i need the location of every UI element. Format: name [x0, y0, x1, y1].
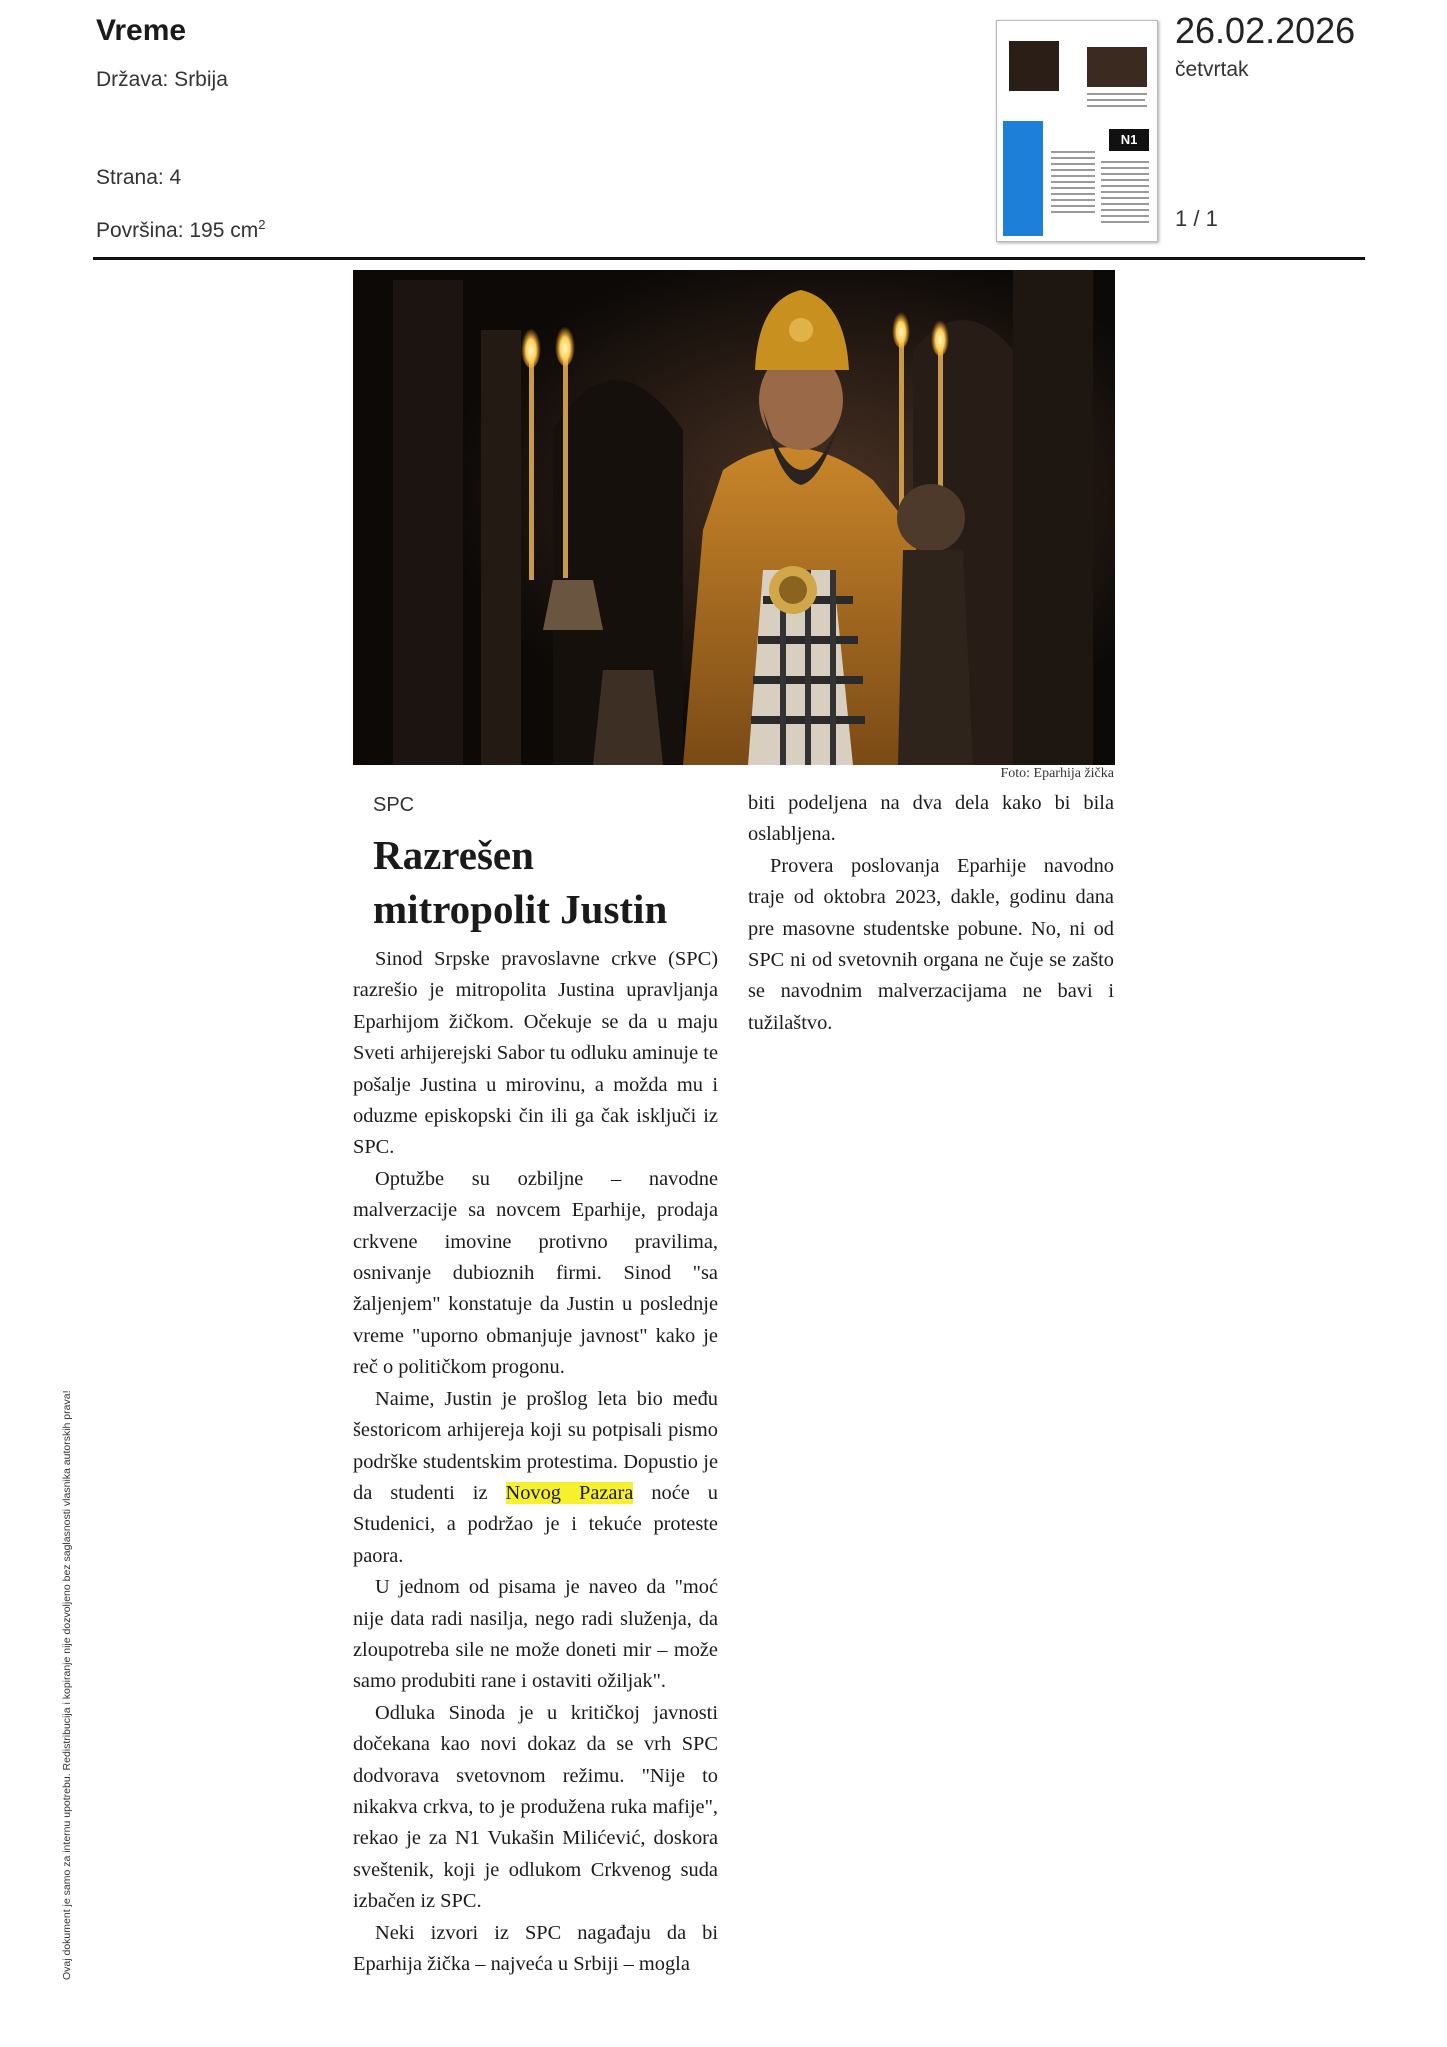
page-label: Strana: 4 [96, 166, 182, 189]
country-label: Država: Srbija [96, 68, 228, 91]
thumbnail-photo-secondary [1087, 47, 1147, 87]
paragraph: U jednom od pisama je naveo da "moć nije data radi nasilja, nego radi služenja, da zloupotreba sile ne može doneti mir – može samo produbiti rane i ostaviti ožiljak". [353, 1576, 718, 1693]
headline-line-2: mitropolit Justin [373, 886, 668, 932]
thumbnail-n1-logo: N1 [1109, 129, 1149, 151]
paragraph-text: Naime, Justin je prošlog leta bio među šestoricom arhijereja koji su potpisali pismo podrške studentskim protestima. Dopustio je da studenti iz [353, 1387, 718, 1504]
publication-name: Vreme [96, 14, 187, 47]
paragraph: biti podeljena na dva dela kako bi bila oslabljena. [748, 792, 1114, 846]
paragraph [353, 1384, 718, 1572]
photo-credit: Foto: Eparhija žička [1000, 766, 1114, 781]
article-photo [353, 270, 1115, 765]
article-kicker: SPC [373, 794, 415, 816]
paragraph: Provera poslovanja Eparhije navodno traje od oktobra 2023, dakle, godinu dana pre masovne studentske pobune. No, ni od SPC ni od svetovnih organa ne čuje se zašto se navodnim malverzacijama ne bavi i tužilaštvo. [748, 854, 1114, 1034]
paragraph: Neki izvori iz SPC nagađaju da bi Eparhija žička – najveća u Srbiji – mogla [353, 1921, 718, 1975]
page-count: 1 / 1 [1175, 206, 1218, 231]
copyright-notice: Ovaj dokument je samo za internu upotrebu. Redistribucija i kopiranje nije dozvoljeno bez saglasnosti vlasnika autorskih prava! [61, 1390, 73, 1980]
headline-line-1: Razrešen [373, 832, 534, 878]
area-unit-superscript: 2 [258, 217, 266, 232]
thumbnail-blue-block [1003, 121, 1043, 236]
paragraph-text: noće u Studenici, a podržao je i tekuće proteste paora. [353, 1481, 718, 1567]
paragraph: Odluka Sinoda je u kritičkoj javnosti dočekana kao novi dokaz da se vrh SPC dodvorava svetovnom režimu. "Nije to nikakva crkva, to je produžena ruka mafije", rekao je za N1 Vukašin Milićević, doskora sveštenik, koji je odlukom Crkvenog suda izbačen iz SPC. [353, 1701, 718, 1913]
highlighted-text: Novog Pazara [505, 1481, 634, 1504]
area-label [96, 217, 265, 243]
paragraph: Optužbe su ozbiljne – navodne malverzacije sa novcem Eparhije, prodaja crkvene imovine protivno pravilima, osnivanje dubioznih firmi. Sinod "sa žaljenjem" konstatuje da Justin u poslednje vreme "uporno obmanjuje javnost" kako je reč o političkom progonu. [353, 1167, 718, 1379]
article-column-2 [748, 788, 1114, 1039]
copyright-sidenote [0, 1300, 120, 2000]
paragraph: Sinod Srpske pravoslavne crkve (SPC) razrešio je mitropolita Justina upravljanja Eparhijom žičkom. Očekuje se da u maju Sveti arhijerejski Sabor tu odluku aminuje te pošalje Justina u mirovinu, a možda mu i oduzme episkopski čin ili ga čak isključi iz SPC. [353, 948, 718, 1159]
header-divider [93, 257, 1365, 260]
thumbnail-photo [1009, 41, 1059, 91]
issue-weekday: četvrtak [1175, 58, 1249, 81]
article-column-1 [353, 944, 718, 1980]
issue-date: 26.02.2026 [1175, 10, 1356, 51]
page-thumbnail[interactable] [996, 20, 1158, 242]
area-value: Površina: 195 cm [96, 219, 259, 242]
article-headline [373, 828, 733, 936]
